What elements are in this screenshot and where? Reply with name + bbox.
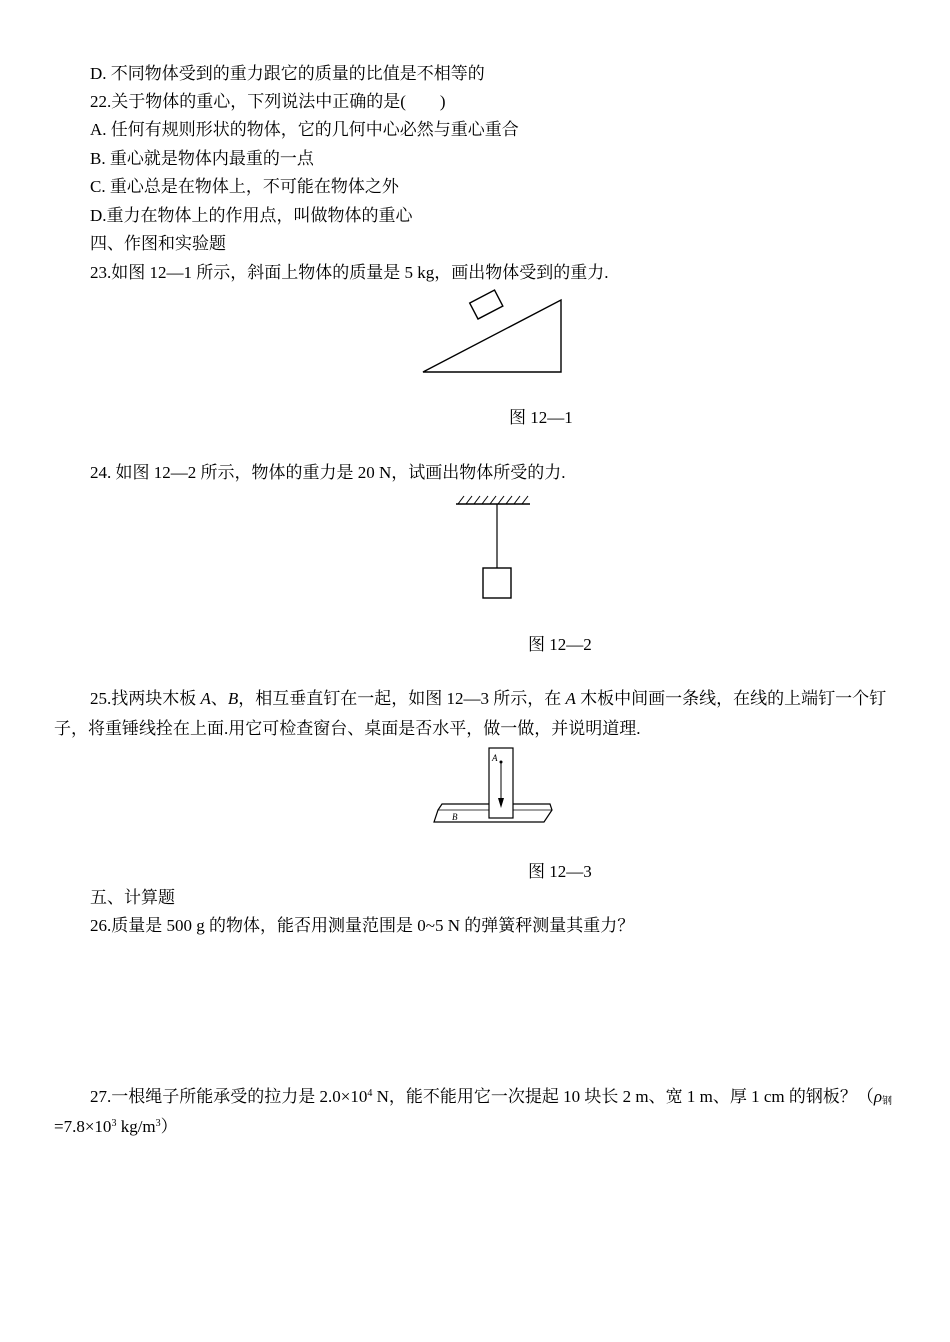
q21-option-d: D. 不同物体受到的重力跟它的质量的比值是不相等的 [90,64,485,83]
section5-title: 五、计算题 [90,888,175,907]
section4-title: 四、作图和实验题 [90,234,226,253]
figure-12-3-label-b: B [452,812,458,822]
q22-stem: 22.关于物体的重心，下列说法中正确的是( ) [90,92,446,111]
q27-stem: 27.一根绳子所能承受的拉力是 $2.0\times 10^4$ N，能不能用它一次提起 10 块长 2 m、宽 1 m、厚 1 cm 的钢板？（$\rho_钢=7.8\times 10^3$ $kg/m^3$） [54,1087,893,1136]
q25-stem: 25.找两块木板 A、B，相互垂直钉在一起，如图 12—3 所示，在 A 木板中间画一条线，在线的上端钉一个钉子，将重锤线拴在上面.用它可检查窗台、桌面是否水平，做一做，并说明道理. [54,689,887,738]
q22-option-a: A. 任何有规则形状的物体，它的几何中心必然与重心重合 [90,120,519,139]
figure-12-3-caption: 图 12—3 [528,862,592,881]
figure-12-2-hanging-block [450,490,536,610]
q26-stem: 26.质量是 500 g 的物体，能否用测量范围是 0~5 N 的弹簧秤测量其重力？ [90,916,635,935]
q23-stem: 23.如图 12—1 所示，斜面上物体的质量是 5 kg，画出物体受到的重力. [90,263,609,282]
figure-12-3-label-a: A [492,753,498,763]
q22-option-c: C. 重心总是在物体上，不可能在物体之外 [90,177,399,196]
figure-12-1-incline [412,288,575,382]
figure-12-3-plumb-boards [430,742,558,836]
q22-option-d: D.重力在物体上的作用点，叫做物体的重心 [90,206,413,225]
q22-option-b: B. 重心就是物体内最重的一点 [90,149,314,168]
figure-12-1-caption: 图 12—1 [509,408,573,427]
q24-stem: 24. 如图 12—2 所示，物体的重力是 20 N，试画出物体所受的力. [90,463,566,482]
figure-12-2-caption: 图 12—2 [528,635,592,654]
